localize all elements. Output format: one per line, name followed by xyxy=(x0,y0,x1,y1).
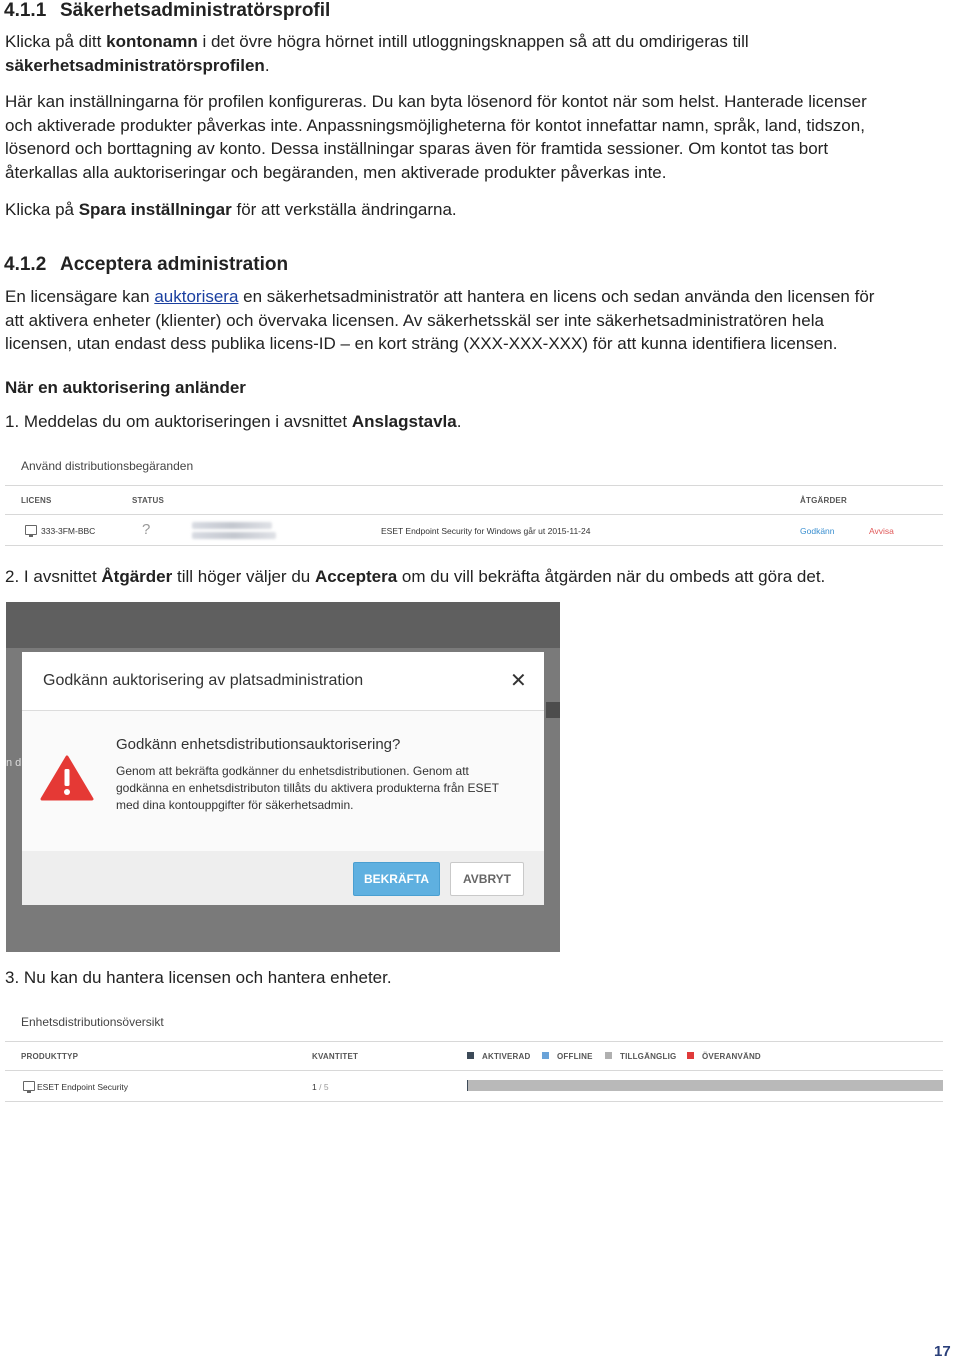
legend-swatch xyxy=(542,1052,549,1059)
legend-swatch xyxy=(687,1052,694,1059)
authorize-link[interactable]: auktorisera xyxy=(154,287,239,306)
step-1: 1. Meddelas du om auktoriseringen i avsnittet Anslagstavla. xyxy=(5,412,462,431)
usage-bar xyxy=(467,1080,943,1091)
confirm-question: Godkänn enhetsdistributionsauktorisering? xyxy=(116,736,401,753)
legend-label: TILLGÄNGLIG xyxy=(620,1052,677,1061)
step-3: 3. Nu kan du hantera licensen och hantera enheter. xyxy=(5,968,392,987)
divider xyxy=(5,1041,943,1042)
section-number: 4.1.1 xyxy=(4,0,47,21)
request-message: ESET Endpoint Security for Windows går ut 2015-11-24 xyxy=(381,526,591,536)
text-line: godkänna en enhetsdistributon tillåts du aktivera produkterna från ESET xyxy=(116,781,499,795)
license-id: 333-3FM-BBC xyxy=(41,526,96,536)
text-line: lösenord och borttagning av konto. Dessa inställningar sparas även för framtida sessioner. Om kontot tas bort xyxy=(5,139,829,158)
divider xyxy=(5,1101,943,1102)
paragraph xyxy=(5,90,867,184)
distribution-overview-screenshot xyxy=(5,1008,943,1104)
modal-body xyxy=(22,711,544,851)
legend-label: AKTIVERAD xyxy=(482,1052,531,1061)
reject-link[interactable]: Avvisa xyxy=(869,526,894,536)
confirm-dialog-screenshot xyxy=(6,602,560,952)
table-row xyxy=(5,1071,943,1101)
status-unknown-icon: ? xyxy=(142,521,151,538)
quantity xyxy=(312,1082,329,1092)
section-title: Säkerhetsadministratörsprofil xyxy=(60,0,331,21)
text-line: återkallas alla auktoriseringar och begäranden, men aktiverade produkter påverkas inte. xyxy=(5,162,667,182)
modal-footer xyxy=(22,851,544,905)
confirm-message xyxy=(116,763,499,814)
bold-term: säkerhetsadministratörsprofilen xyxy=(5,55,265,75)
legend-swatch xyxy=(605,1052,612,1059)
usage-bar-fill xyxy=(467,1080,468,1091)
backdrop-element xyxy=(546,702,560,718)
quantity-separator: / xyxy=(316,1082,324,1092)
step-number: 1. xyxy=(5,412,20,431)
divider xyxy=(5,485,943,486)
quantity-used: 1 xyxy=(312,1082,317,1092)
approve-link[interactable]: Godkänn xyxy=(800,526,835,536)
step-number: 3. xyxy=(5,968,20,987)
warning-icon xyxy=(40,755,94,801)
modal-dialog xyxy=(22,652,544,905)
modal-title: Godkänn auktorisering av platsadministration xyxy=(43,672,364,689)
table-row xyxy=(5,515,943,545)
legend-label: OFFLINE xyxy=(557,1052,593,1061)
column-header-license: LICENS xyxy=(21,496,52,505)
quantity-total: 5 xyxy=(323,1082,329,1092)
page-number: 17 xyxy=(934,1343,951,1360)
text-line: Genom att bekräfta godkänner du enhetsdistributionen. Genom att xyxy=(116,764,469,778)
computer-icon xyxy=(23,1081,35,1091)
paragraph: Klicka på Spara inställningar för att verkställa ändringarna. xyxy=(5,200,457,219)
legend-label: ÖVERANVÄND xyxy=(702,1052,761,1061)
text-line: att aktivera enheter (klienter) och övervaka licensen. Av säkerhetsskäl ser inte säkerhetsadministratören hela xyxy=(5,310,824,330)
distribution-requests-screenshot xyxy=(5,452,943,548)
column-header-status: STATUS xyxy=(132,496,165,505)
product-name: ESET Endpoint Security xyxy=(37,1082,129,1092)
redacted-text xyxy=(192,532,276,539)
legend-swatch xyxy=(467,1052,474,1059)
step-2: 2. I avsnittet Åtgärder till höger väljer du Acceptera om du vill bekräfta åtgärden när du ombeds att göra det. xyxy=(5,567,826,586)
backdrop xyxy=(6,602,560,648)
column-header-actions: ÅTGÄRDER xyxy=(800,496,847,505)
bold-term: Anslagstavla xyxy=(351,412,457,431)
panel-title: Använd distributionsbegäranden xyxy=(21,459,194,473)
section-number: 4.1.2 xyxy=(4,254,47,275)
computer-icon xyxy=(25,525,37,535)
step-number: 2. xyxy=(5,567,20,586)
text-line: licensen, utan endast dess publika licens-ID – en kort sträng (XXX-XXX-XXX) för att kunna identifiera licensen. xyxy=(5,334,838,353)
confirm-button[interactable]: BEKRÄFTA xyxy=(353,862,440,896)
text-line: Här kan inställningarna för profilen konfigureras. Du kan byta lösenord för kontot när som helst. Hanterade licenser xyxy=(5,92,867,111)
bold-term: Åtgärder xyxy=(101,567,173,586)
bold-term: Acceptera xyxy=(314,567,398,586)
text-line: En licensägare kan auktorisera en säkerhetsadministratör att hantera en licens och sedan använda den licensen för xyxy=(5,287,875,306)
column-header-product: PRODUKTTYP xyxy=(21,1052,79,1061)
section-title: Acceptera administration xyxy=(60,254,289,275)
bold-term: kontonamn xyxy=(106,32,198,51)
subheading: När en auktorisering anländer xyxy=(5,378,246,397)
divider xyxy=(5,545,943,546)
paragraph xyxy=(5,285,874,356)
cancel-button[interactable]: AVBRYT xyxy=(450,862,524,896)
column-header-quantity: KVANTITET xyxy=(312,1052,359,1061)
close-icon[interactable]: ✕ xyxy=(510,670,527,692)
text-line: med dina kontouppgifter för säkerhetsadmin. xyxy=(116,798,354,812)
bold-term: Spara inställningar xyxy=(78,200,232,219)
section-heading-4-1-2 xyxy=(4,254,288,276)
paragraph: Klicka på ditt kontonamn i det övre högra hörnet intill utloggningsknappen så att du omdirigeras till säkerhetsadministratörsprofilen. xyxy=(5,32,749,75)
behind-text: n d xyxy=(6,757,22,769)
panel-title: Enhetsdistributionsöversikt xyxy=(21,1015,164,1029)
redacted-text xyxy=(192,522,272,529)
text-line: och aktiverade produkter påverkas inte. Anpassningsmöjligheterna för kontot innefattar namn, språk, land, tidszon, xyxy=(5,115,865,135)
section-heading-4-1-1 xyxy=(4,0,330,22)
